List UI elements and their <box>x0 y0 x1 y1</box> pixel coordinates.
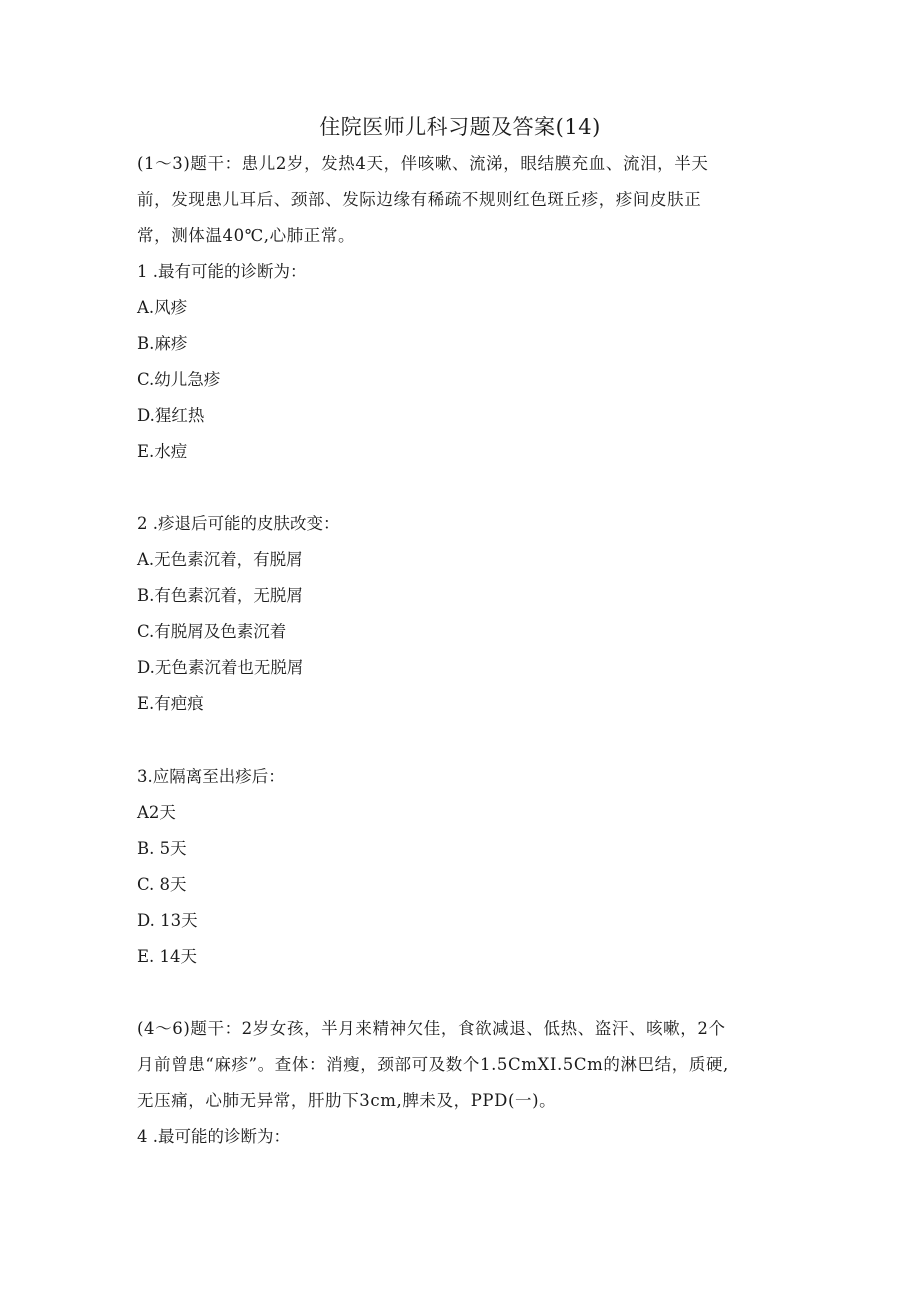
question-3: 3.应隔离至出疹后： <box>137 767 285 786</box>
stem-1-line-1: (1～3)题干：患儿2岁，发热4天，伴咳嗽、流涕，眼结膜充血、流泪，半天 <box>137 154 709 173</box>
stem-2-line-2: 月前曾患“麻疹”。查体：消瘦，颈部可及数个1.5CmXI.5Cm的淋巴结，质硬, <box>137 1055 729 1074</box>
q3-option-c: C. 8天 <box>137 875 187 894</box>
q1-option-b: B.麻疹 <box>137 334 188 353</box>
q2-option-d: D.无色素沉着也无脱屑 <box>137 658 304 677</box>
q2-option-c: C.有脱屑及色素沉着 <box>137 622 287 641</box>
stem-1-line-3: 常，测体温40℃,心肺正常。 <box>137 226 356 245</box>
q3-option-b: B. 5天 <box>137 839 187 858</box>
q1-option-d: D.猩红热 <box>137 406 205 425</box>
q3-option-d: D. 13天 <box>137 911 198 930</box>
q2-option-b: B.有色素沉着，无脱屑 <box>137 586 303 605</box>
question-1: 1 .最有可能的诊断为： <box>137 262 307 281</box>
question-4: 4 .最可能的诊断为： <box>137 1127 290 1146</box>
question-2: 2 .疹退后可能的皮肤改变： <box>137 514 340 533</box>
stem-2-line-3: 无压痛，心肺无异常，肝肋下3cm,脾未及，PPD(一)。 <box>137 1091 557 1110</box>
stem-1-line-2: 前，发现患儿耳后、颈部、发际边缘有稀疏不规则红色斑丘疹，疹间皮肤正 <box>137 190 702 209</box>
q2-option-e: E.有疤痕 <box>137 694 204 713</box>
q1-option-c: C.幼儿急疹 <box>137 370 221 389</box>
q2-option-a: A.无色素沉着，有脱屑 <box>137 550 303 569</box>
q1-option-e: E.水痘 <box>137 442 188 461</box>
q1-option-a: A.风疹 <box>137 298 188 317</box>
q3-option-e: E. 14天 <box>137 947 198 966</box>
q3-option-a: A2天 <box>137 803 176 822</box>
page-title: 住院医师儿科习题及答案(14) <box>319 115 601 139</box>
stem-2-line-1: (4～6)题干：2岁女孩，半月来精神欠佳，食欲减退、低热、盗汗、咳嗽，2个 <box>137 1019 726 1038</box>
